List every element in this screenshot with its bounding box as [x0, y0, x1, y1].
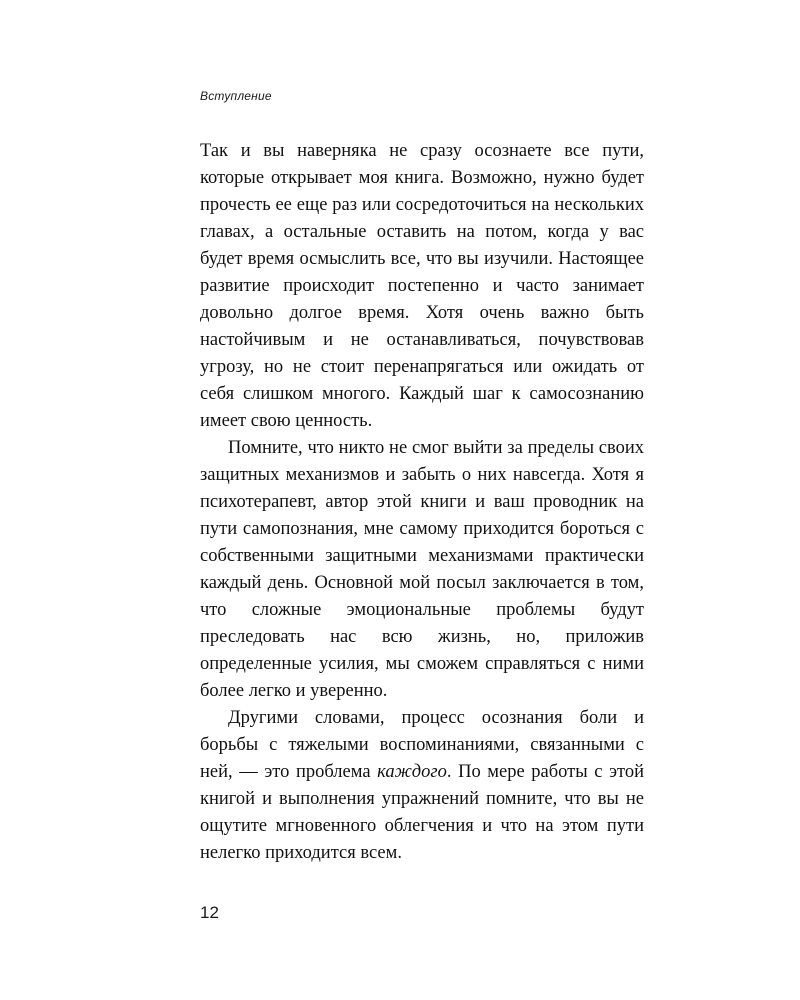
body-text	[200, 138, 644, 867]
paragraph-3-emphasis: каждого	[377, 762, 447, 782]
paragraph-3-text-start: Другими словами, процесс осознания боли и борьбы с тяжелыми воспоминаниями, связанными с ней, — это проблема	[200, 708, 644, 782]
running-head: Вступление	[200, 89, 272, 103]
paragraph-3-text-end: . По мере работы с этой книгой и выполнения упражнений помните, что вы не ощутите мгновенного облегчения и что на этом пути нелегко приходится всем.	[200, 762, 644, 863]
paragraph-1: Так и вы наверняка не сразу осознаете все пути, которые открывает моя книга. Возможно, нужно будет прочесть ее еще раз или сосредоточиться на нескольких главах, а остальные оставить на потом, когда у вас будет время осмыслить все, что вы изучили. Настоящее развитие происходит постепенно и часто занимает довольно долгое время. Хотя очень важно быть настойчивым и не останавливаться, почувствовав угрозу, но не стоит перенапрягаться или ожидать от себя слишком многого. Каждый шаг к самосознанию имеет свою ценность.	[200, 141, 644, 431]
paragraph-2: Помните, что никто не смог выйти за пределы своих защитных механизмов и забыть о них навсегда. Хотя я психотерапевт, автор этой книги и ваш проводник на пути самопознания, мне самому приходится бороться с собственными защитными механизмами практически каждый день. Основной мой посыл заключается в том, что сложные эмоциональные проблемы будут преследовать нас всю жизнь, но, приложив определенные усилия, мы сможем справляться с ними более легко и уверенно.	[200, 438, 644, 701]
page-number: 12	[200, 903, 219, 922]
paragraph-3	[200, 705, 644, 867]
